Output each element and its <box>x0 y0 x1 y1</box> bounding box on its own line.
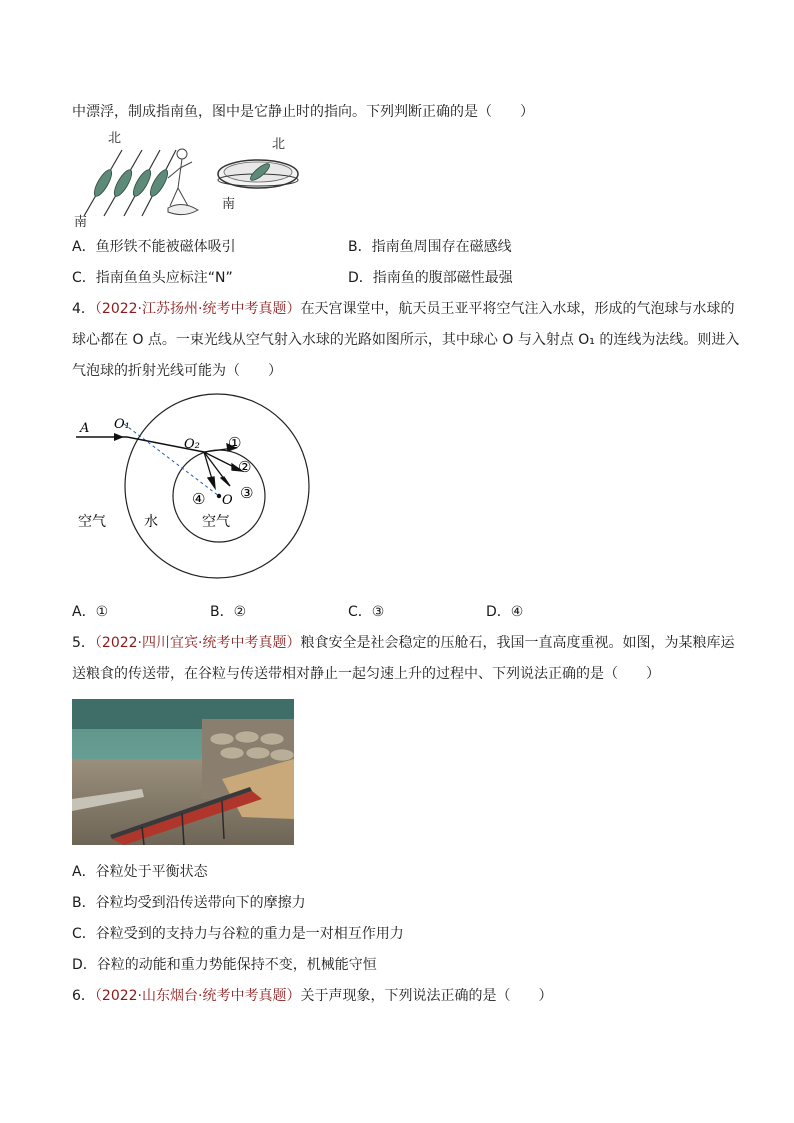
fig-right-north-label: 北 <box>272 137 286 152</box>
q6-text1: 关于声现象，下列说法正确的是（ ） <box>300 988 553 1004</box>
q6-stem-line1 <box>72 986 552 1006</box>
q5-stem-line1 <box>72 633 734 653</box>
q5-conveyor-photo <box>72 699 294 845</box>
incident-arrow <box>114 433 124 441</box>
label-O2: O₂ <box>184 437 200 452</box>
q5-option-d[interactable]: D．谷粒的动能和重力势能保持不变，机械能守恒 <box>72 957 377 973</box>
q5-option-b[interactable]: B．谷粒均受到沿传送带向下的摩擦力 <box>72 895 306 911</box>
figure-person <box>168 149 198 215</box>
q4-option-d[interactable]: D．④ <box>486 604 524 620</box>
q3-stem-tail: 中漂浮，制成指南鱼，图中是它静止时的指向。下列判断正确的是（ ） <box>72 104 534 120</box>
q5-source: （2022·四川宜宾·统考中考真题） <box>94 635 301 651</box>
fig-left-south-label: 南 <box>74 215 88 228</box>
label-A: A <box>80 421 90 436</box>
q5-option-a[interactable]: A．谷粒处于平衡状态 <box>72 864 208 880</box>
q6-number: 6． <box>72 988 95 1004</box>
label-ray-3: ③ <box>240 484 254 502</box>
q4-stem-line1 <box>72 299 734 319</box>
fig-left-north-label: 北 <box>108 131 122 146</box>
label-ray-2: ② <box>238 458 252 476</box>
q4-stem-line2: 球心都在 O 点。一束光线从空气射入水球的光路如图所示，其中球心 O 与入射点 O₁ 的连线为法线。则进入 <box>72 332 740 348</box>
label-water: 水 <box>144 514 158 530</box>
q5-number: 5． <box>72 635 95 651</box>
q4-number: 4． <box>72 301 95 317</box>
q6-source: （2022·山东烟台·统考中考真题） <box>94 988 301 1004</box>
conveyor-photo-drawing <box>72 699 294 845</box>
q4-optics-figure <box>72 390 332 590</box>
center-dot <box>217 494 221 498</box>
fig-right-south-label: 南 <box>222 197 236 212</box>
q3-option-a[interactable]: A．鱼形铁不能被磁体吸引 <box>72 239 236 255</box>
water-sphere <box>125 394 309 578</box>
label-ray-4: ④ <box>192 490 206 508</box>
q4-option-b[interactable]: B．② <box>210 604 247 620</box>
q4-text1: 在天宫课堂中，航天员王亚平将空气注入水球，形成的气泡球与水球的 <box>300 301 735 317</box>
normal-line <box>124 424 219 496</box>
q5-stem-line2: 送粮食的传送带，在谷粒与传送带相对静止一起匀速上升的过程中、下列说法正确的是（ ） <box>72 666 660 682</box>
q4-option-c[interactable]: C．③ <box>348 604 385 620</box>
label-O1: O₁ <box>114 417 130 432</box>
q3-compass-figure <box>210 134 310 214</box>
label-air-inner: 空气 <box>202 514 230 530</box>
q4-stem-line3: 气泡球的折射光线可能为（ ） <box>72 363 282 379</box>
label-O: O <box>222 493 233 508</box>
label-air-outer: 空气 <box>78 514 106 530</box>
fish-shapes <box>91 168 171 199</box>
q4-option-a[interactable]: A．① <box>72 604 109 620</box>
q4-source: （2022·江苏扬州·统考中考真题） <box>94 301 301 317</box>
q3-option-c[interactable]: C．指南鱼鱼头应标注“N” <box>72 270 233 286</box>
q3-option-d[interactable]: D．指南鱼的腹部磁性最强 <box>348 270 513 286</box>
q5-text1: 粮食安全是社会稳定的压舱石，我国一直高度重视。如图，为某粮库运 <box>300 635 735 651</box>
q5-option-c[interactable]: C．谷粒受到的支持力与谷粒的重力是一对相互作用力 <box>72 926 404 942</box>
label-ray-1: ① <box>228 434 242 452</box>
q3-option-b[interactable]: B．指南鱼周围存在磁感线 <box>348 239 512 255</box>
